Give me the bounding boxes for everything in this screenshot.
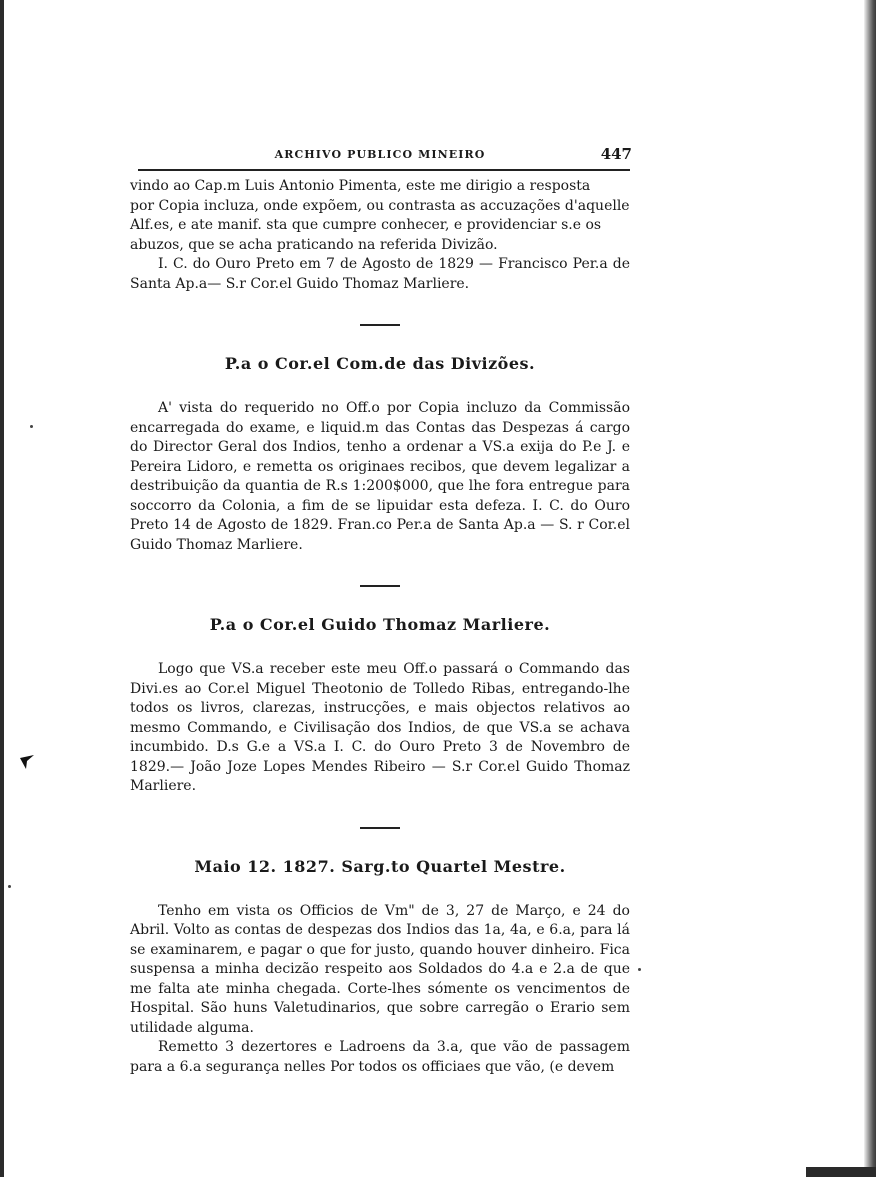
section-divider xyxy=(360,827,400,829)
section-heading: Maio 12. 1827. Sarg.to Quartel Mestre. xyxy=(194,856,566,876)
scan-edge-left xyxy=(0,0,4,1177)
scan-speck xyxy=(8,885,11,888)
header-rule xyxy=(138,169,630,171)
running-title: ARCHIVO PUBLICO MINEIRO xyxy=(274,148,486,161)
page-number: 447 xyxy=(600,145,632,163)
margin-arrow-icon xyxy=(20,755,34,769)
letter-body: Tenho em vista os Officios de Vm" de 3, 27 de Março, e 24 do Abril. Volto as contas de despezas dos Indios das 1a, 4a, e 6.a, para lá se examinarem, e pagar o que for justo, quando houver dinheiro. Fica suspensa a minha decizão respeito aos Soldados do 4.a e 2.a de que me falta ate minha chegada. Corte-lhes sómente os vencimentos de Hospital. São huns Valetudinarios, que sobre carregão o Erario sem utilidade alguma. xyxy=(130,902,630,1036)
scan-edge-right xyxy=(864,0,876,1177)
letter-body: A' vista do requerido no Off.o por Copia incluzo da Commissão encarregada do exame, e liquid.m das Contas das Despezas á cargo do Director Geral dos Indios, tenho a ordenar a VS.a exija do P.e J. e Pereira Lidoro, e remetta os originaes recibos, que devem legalizar a destribuição da quantia de R.s 1:200$000, que lhe fora entregue para soccorro da Colonia, a fim de se lipuidar esta defeza. I. C. do Ouro Preto 14 de Agosto de 1829. Fran.co Per.a de Santa Ap.a — S. r Cor.el Guido Thomaz Marliere. xyxy=(130,400,630,553)
text-line: abuzos, que se acha praticando na referida Divizão. xyxy=(130,236,498,253)
section-heading: P.a o Cor.el Guido Thomaz Marliere. xyxy=(209,615,551,634)
continued-letter xyxy=(130,177,630,294)
text-line: Alf.es, e ate manif. sta que cumpre conhecer, e providenciar s.e os xyxy=(130,217,602,233)
letter-closing: I. C. do Ouro Preto em 7 de Agosto de 1829 — Francisco Per.a de Santa Ap.a— S.r Cor.el Guido Thomaz Marliere. xyxy=(130,256,630,292)
text-line: por Copia incluza, onde expõem, ou contrasta as accuzações d'aquelle xyxy=(130,197,630,214)
letter-body: Logo que VS.a receber este meu Off.o passará o Commando das Divi.es ao Cor.el Miguel Theotonio de Tolledo Ribas, entregando-lhe todos os livros, clarezas, instrucções, e mais objectos relativos ao mesmo Commando, e Civilisação dos Indios, de que VS.a se achava incumbido. D.s G.e a VS.a I. C. do Ouro Preto 3 de Novembro de 1829.— João Joze Lopes Mendes Ribeiro — S.r Cor.el Guido Thomaz Marliere. xyxy=(130,661,630,794)
scan-speck xyxy=(638,968,641,971)
scan-speck xyxy=(30,425,33,428)
document-page xyxy=(130,145,630,1077)
text-line: vindo ao Cap.m Luis Antonio Pimenta, este me dirigio a resposta xyxy=(130,178,591,194)
section-divider xyxy=(360,324,400,326)
letter-body: Remetto 3 dezertores e Ladroens da 3.a, que vão de passagem para a 6.a segurança nelles Por todos os officiaes que vão, (e devem xyxy=(130,1039,630,1075)
page-header xyxy=(130,145,630,167)
scan-edge-bottom xyxy=(806,1167,876,1177)
section-heading: P.a o Cor.el Com.de das Divizões. xyxy=(224,354,536,373)
section-divider xyxy=(360,585,400,587)
